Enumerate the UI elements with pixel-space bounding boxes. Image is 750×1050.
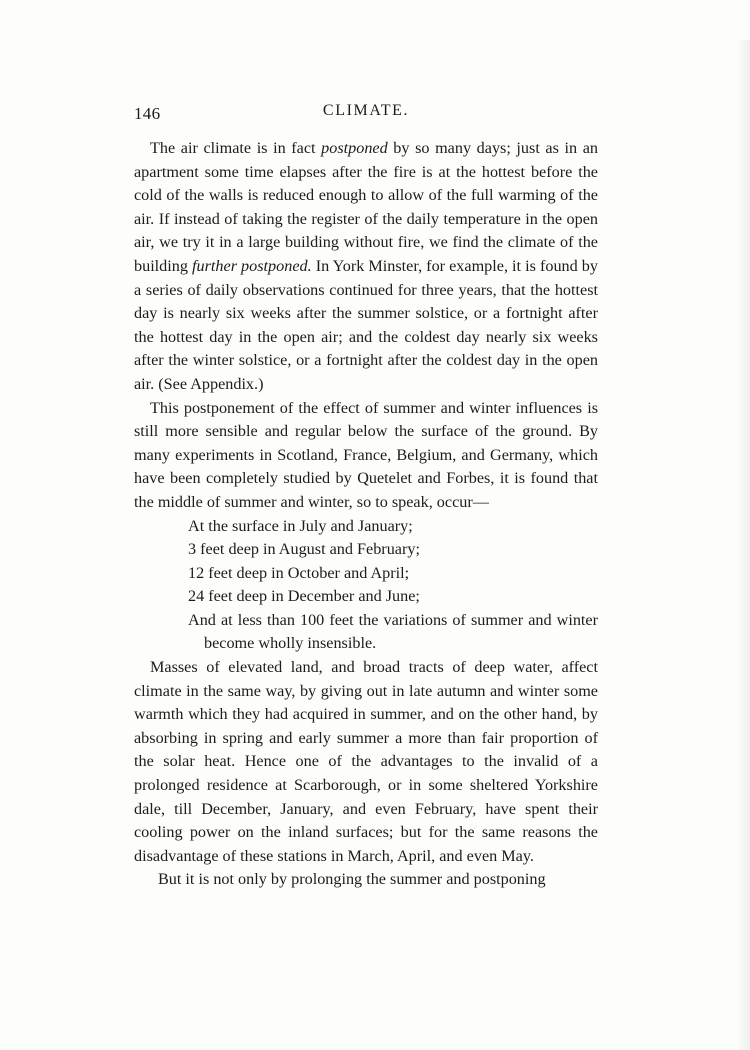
- page-header: [134, 100, 598, 126]
- text-run: The air climate is in fact: [150, 139, 322, 157]
- italic-run: further postponed.: [192, 256, 312, 275]
- list-item: And at less than 100 feet the variations of summer and winter become wholly insensible.: [188, 610, 598, 653]
- paragraph-4: But it is not only by prolonging the summer and postponing: [158, 870, 546, 889]
- paragraph-2: This postponement of the effect of summer and winter influences is still more sensible and regular below the surface of the ground. By many experiments in Scotland, France, Belgium, and Germany, which have been completely studied by Quetelet and Forbes, it is found that the middle of summer and winter, so to speak, occur—: [134, 398, 598, 511]
- running-head: CLIMATE.: [322, 102, 410, 119]
- italic-run: postponed: [321, 139, 388, 157]
- depth-list: [134, 515, 598, 657]
- page-body: [134, 137, 598, 892]
- page-edge-shadow: [736, 40, 750, 1050]
- text-run: by so many days; just as in an apartment some time elapses after the fire is at the hottest before the cold of the walls is reduced enough to allow of the full warming of the air. If instead of taking the register of the daily temperature in the open air, we try it in a large building without fire, we find the climate of the building: [134, 139, 598, 275]
- text-run: In York Minster, for example, it is found by a series of daily observations continued for three years, that the hottest day is nearly six weeks after the summer solstice, or a fortnight after the hottest day in the open air; and the coldest day nearly six weeks after the winter solstice, or a fortnight after the coldest day in the open air. (See Appendix.): [134, 256, 598, 393]
- list-item: 12 feet deep in October and April;: [188, 563, 410, 582]
- paragraph-3: Masses of elevated land, and broad tracts of deep water, affect climate in the same way, by giving out in late autumn and winter some warmth which they had acquired in summer, and on the other hand, by absorbing in spring and early summer a more than fair proportion of the solar heat. Hence one of the advantages to the invalid of a prolonged residence at Scarborough, or in some sheltered Yorkshire dale, till December, January, and even February, have spent their cooling power on the inland surfaces; but for the same reasons the disadvantage of these stations in March, April, and even May.: [134, 658, 598, 865]
- paragraph-1: [134, 137, 598, 397]
- page-number: 146: [134, 104, 161, 123]
- list-item: 24 feet deep in December and June;: [188, 587, 420, 606]
- list-item: 3 feet deep in August and February;: [188, 540, 420, 559]
- list-item: At the surface in July and January;: [188, 516, 413, 535]
